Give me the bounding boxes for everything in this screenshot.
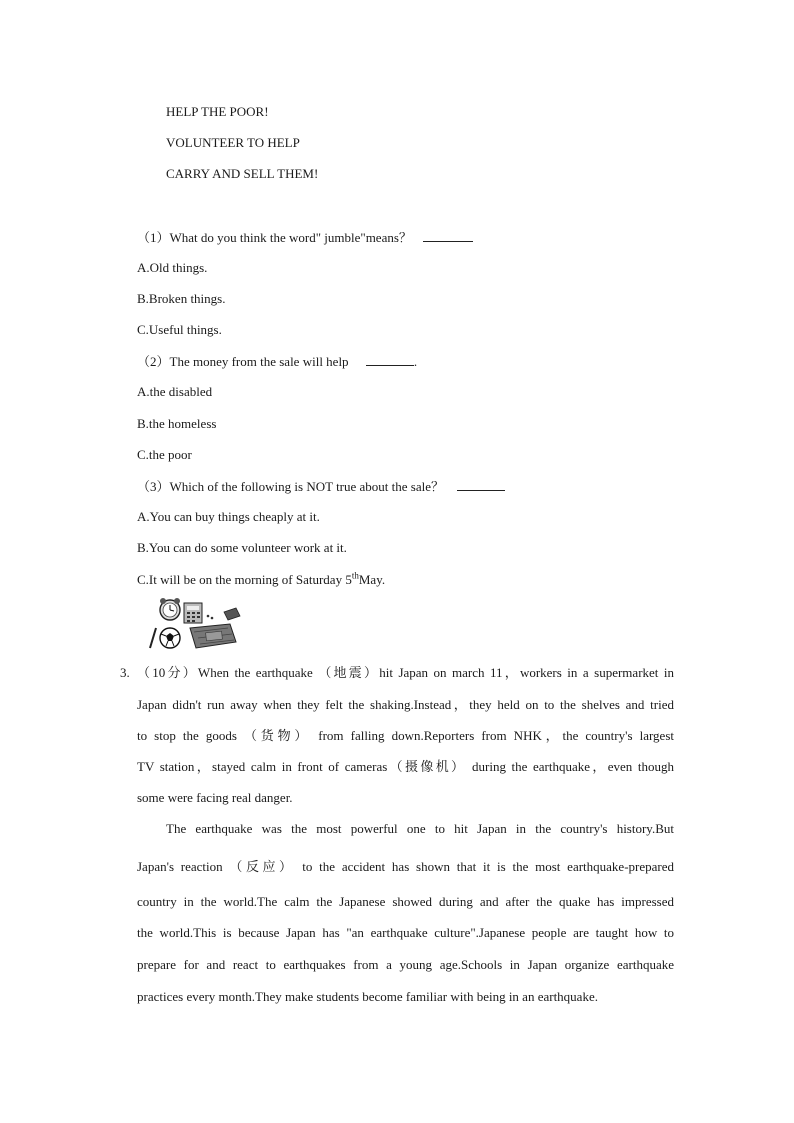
question-1-option-a: A.Old things. (137, 260, 208, 275)
passage-line-3: to stop the goods （货物） from falling down.Reporters from NHK，the country's largest (137, 728, 674, 743)
answer-blank-3[interactable] (457, 478, 505, 491)
poster-line-1: HELP THE POOR! (166, 104, 269, 119)
question-3-option-b: B.You can do some volunteer work at it. (137, 540, 347, 555)
passage-line-9: the world.This is because Japan has "an earthquake culture".Japanese people are taught how to (137, 925, 674, 940)
answer-blank-1[interactable] (423, 229, 473, 242)
question-2-text: （2）The money from the sale will help (137, 354, 349, 369)
question-2-option-a: A.the disabled (137, 384, 213, 399)
passage-line-8: country in the world.The calm the Japanese showed during and after the quake has impressed (137, 894, 674, 909)
question-2-stem (137, 353, 417, 370)
answer-blank-2[interactable] (366, 353, 414, 366)
clock-calculator-football-bag-icon (146, 598, 248, 652)
question-3-option-c-end: May. (358, 572, 386, 587)
poster-line-2: VOLUNTEER TO HELP (166, 135, 300, 150)
passage-line-4: TV station，stayed calm in front of cameras（摄像机） during the earthquake，even though (137, 759, 674, 774)
question-1-option-c: C.Useful things. (137, 322, 222, 337)
question-3-option-c (137, 572, 385, 588)
passage-line-2: Japan didn't run away when they felt the shaking.Instead，they held on to the shelves and tried (137, 697, 674, 712)
passage-line-10: prepare for and react to earthquakes from a young age.Schools in Japan organize earthquake (137, 957, 674, 972)
passage-line-11: practices every month.They make students become familiar with being in an earthquake. (137, 989, 598, 1004)
passage-line-6: The earthquake was the most powerful one to hit Japan in the country's history.But (166, 821, 674, 836)
question-1-stem (137, 229, 473, 246)
question-1-option-b: B.Broken things. (137, 291, 226, 306)
question-3-text: （3）Which of the following is NOT true about the sale？ (137, 479, 445, 494)
passage-line-7: Japan's reaction （反应） to the accident has shown that it is the most earthquake-prepared (137, 859, 674, 874)
question-3-option-a: A.You can buy things cheaply at it. (137, 509, 320, 524)
passage-line-1: （10分）When the earthquake （地震）hit Japan on march 11，workers in a supermarket in (137, 665, 674, 680)
question-3-option-c-text: C.It will be on the morning of Saturday 5 (137, 572, 352, 587)
poster-line-3: CARRY AND SELL THEM! (166, 166, 319, 181)
jumble-items-icon (146, 598, 248, 652)
question-3-stem (137, 478, 505, 495)
passage-line-5: some were facing real danger. (137, 790, 293, 805)
question-2-end: . (413, 354, 418, 369)
question-2-option-c: C.the poor (137, 447, 192, 462)
question-number-3: 3. (120, 665, 130, 680)
question-2-option-b: B.the homeless (137, 416, 217, 431)
ordinal-suffix: th (351, 570, 359, 581)
question-1-text: （1）What do you think the word" jumble"means？ (137, 230, 412, 245)
